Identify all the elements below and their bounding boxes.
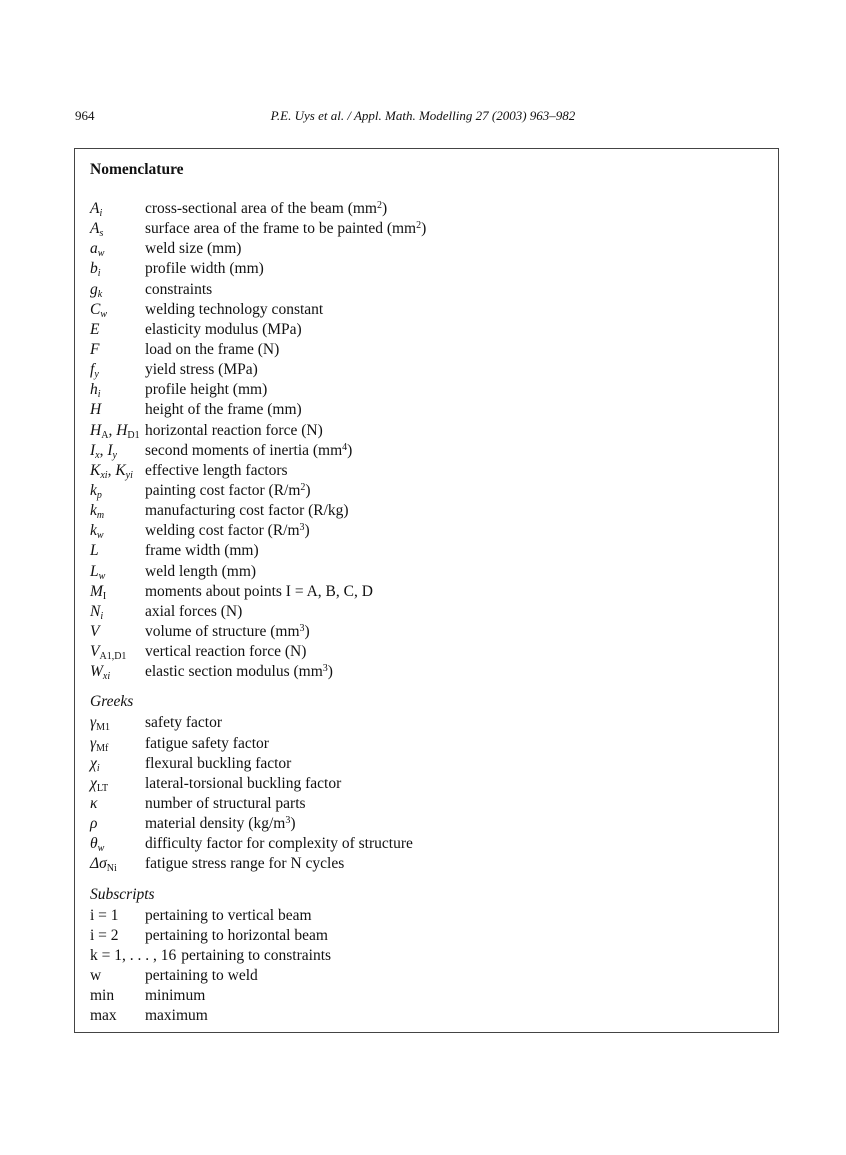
symbol-subscript: A <box>101 429 109 441</box>
symbol-base: Δσ <box>90 855 107 873</box>
nomenclature-row <box>90 481 770 501</box>
description <box>145 320 302 340</box>
running-head: P.E. Uys et al. / Appl. Math. Modelling 27 (2003) 963–982 <box>270 108 576 123</box>
symbol-subscript: s <box>99 228 104 240</box>
description <box>181 946 331 966</box>
symbol-base: i = 2 <box>90 926 119 944</box>
nomenclature-row <box>90 814 770 834</box>
description-superscript: 3 <box>285 815 291 827</box>
description <box>145 300 323 320</box>
symbol-base: A <box>90 220 100 238</box>
description-suffix: ) <box>347 441 353 459</box>
description <box>145 602 242 622</box>
description <box>145 582 373 602</box>
description <box>145 642 306 662</box>
symbol-subscript: k <box>97 288 103 300</box>
nomenclature-row <box>90 1006 770 1026</box>
symbol-subscript: i <box>97 268 101 280</box>
description-text: second moments of inertia (mm <box>145 441 343 459</box>
symbol-base: max <box>90 1007 117 1025</box>
description-text: minimum <box>145 987 206 1005</box>
description <box>145 239 241 259</box>
symbol-subscript-2: y <box>112 449 117 461</box>
symbol-subscript: m <box>96 510 105 522</box>
symbol-base: a <box>90 240 98 258</box>
description-suffix: ) <box>421 220 427 238</box>
symbol <box>90 662 110 682</box>
description <box>145 794 306 814</box>
symbol <box>90 794 97 814</box>
symbol <box>90 441 117 461</box>
symbol-separator: , <box>99 441 108 459</box>
subscripts-list <box>90 906 770 1027</box>
symbol <box>90 280 102 300</box>
nomenclature-row <box>90 360 770 380</box>
description <box>145 926 328 946</box>
nomenclature-row <box>90 854 770 874</box>
symbol-subscript: i <box>99 208 103 219</box>
nomenclature-row <box>90 622 770 642</box>
symbol-base: L <box>90 562 99 580</box>
symbol-subscript-2: yi <box>125 469 133 481</box>
nomenclature-row <box>90 562 770 582</box>
symbol <box>90 754 100 774</box>
symbol <box>90 854 117 874</box>
greeks-heading: Greeks <box>90 693 134 711</box>
description <box>145 340 279 360</box>
symbol-base: F <box>90 340 100 358</box>
nomenclature-list <box>90 199 770 1026</box>
symbol <box>90 734 108 754</box>
symbol-base: k <box>90 502 97 520</box>
description <box>145 360 258 380</box>
nomenclature-row <box>90 400 770 420</box>
symbol-separator: , <box>108 421 117 439</box>
symbol-base: K <box>90 461 101 479</box>
description <box>145 834 413 854</box>
symbol-base: ρ <box>90 815 98 833</box>
description <box>145 754 291 774</box>
symbol-subscript: xi <box>102 671 111 683</box>
nomenclature-row <box>90 642 770 662</box>
symbol-subscript: Mf <box>96 742 109 754</box>
description <box>145 854 344 874</box>
symbol <box>90 906 119 926</box>
description <box>145 734 269 754</box>
symbol-base: W <box>90 663 103 681</box>
description <box>145 219 426 239</box>
symbol-subscript: p <box>96 489 102 501</box>
symbol <box>90 521 104 541</box>
symbol-base: V <box>90 643 100 661</box>
symbol <box>90 360 99 380</box>
description-text: welding technology constant <box>145 300 324 318</box>
symbol <box>90 1006 117 1026</box>
symbol-base: C <box>90 300 101 318</box>
nomenclature-row <box>90 501 770 521</box>
symbol-subscript: x <box>95 449 100 461</box>
symbol-subscript: i <box>100 610 104 622</box>
description-text: profile height (mm) <box>145 381 268 399</box>
description-text: weld size (mm) <box>145 240 242 258</box>
description <box>145 622 310 642</box>
description-text: cross-sectional area of the beam (mm <box>145 200 377 217</box>
nomenclature-row <box>90 713 770 733</box>
symbol <box>90 501 104 521</box>
symbol-base: b <box>90 260 98 278</box>
nomenclature-row <box>90 521 770 541</box>
description-superscript: 2 <box>300 481 306 493</box>
symbol <box>90 602 103 622</box>
description-suffix: ) <box>304 622 310 640</box>
description <box>145 280 212 300</box>
symbol <box>90 400 101 420</box>
symbol <box>90 199 102 219</box>
symbol-subscript: w <box>98 570 106 582</box>
symbol-subscript: w <box>97 248 105 260</box>
description-suffix: ) <box>381 200 388 217</box>
description-text: constraints <box>145 280 213 298</box>
symbol-base: i = 1 <box>90 906 119 924</box>
symbol-base: min <box>90 987 115 1005</box>
symbol <box>90 380 101 400</box>
nomenclature-row <box>90 834 770 854</box>
symbol-base: θ <box>90 835 98 853</box>
symbol <box>90 300 107 320</box>
symbol-base: κ <box>90 794 98 812</box>
symbol-base: γ <box>90 734 97 752</box>
symbol-base: I <box>90 441 96 459</box>
symbol-subscript: xi <box>100 469 108 481</box>
symbol <box>90 713 110 733</box>
description <box>145 562 256 582</box>
nomenclature-row <box>90 300 770 320</box>
nomenclature-row <box>90 239 770 259</box>
description-text: axial forces (N) <box>145 602 243 620</box>
nomenclature-row <box>90 774 770 794</box>
description <box>145 259 264 279</box>
description-text: elastic section modulus (mm <box>145 663 323 681</box>
description-text: material density (kg/m <box>145 815 286 833</box>
symbol-separator: , <box>107 461 116 479</box>
symbol-base: L <box>90 542 99 560</box>
nomenclature-row <box>90 906 770 926</box>
description <box>145 814 296 834</box>
nomenclature-row <box>90 946 770 966</box>
description-text: flexural buckling factor <box>145 754 292 772</box>
symbol-base: w <box>90 966 102 984</box>
symbol-base-2: I <box>107 441 113 459</box>
description-text: fatigue safety factor <box>145 734 269 752</box>
symbol <box>90 421 140 441</box>
description-text: load on the frame (N) <box>145 340 280 358</box>
description-text: profile width (mm) <box>145 260 264 278</box>
symbol-base: k <box>90 522 97 540</box>
nomenclature-box <box>74 148 779 1033</box>
nomenclature-row <box>90 734 770 754</box>
symbol-base: M <box>90 582 103 600</box>
symbol <box>90 582 106 602</box>
symbol <box>90 219 103 239</box>
description <box>145 199 387 219</box>
nomenclature-row <box>90 219 770 239</box>
description-text: height of the frame (mm) <box>145 401 302 419</box>
greeks-list <box>90 713 770 874</box>
symbol-base: H <box>90 421 102 439</box>
nomenclature-row <box>90 199 770 219</box>
page-number: 964 <box>75 108 95 123</box>
description-superscript: 2 <box>416 220 422 232</box>
nomenclature-row <box>90 280 770 300</box>
description-text: surface area of the frame to be painted (mm <box>145 220 417 238</box>
symbol <box>90 946 176 966</box>
description <box>145 421 323 441</box>
nomenclature-row <box>90 259 770 279</box>
symbol <box>90 642 126 662</box>
symbol-base-2: K <box>115 461 126 479</box>
symbol-base: H <box>90 401 102 419</box>
nomenclature-row <box>90 966 770 986</box>
description-superscript: 4 <box>342 441 348 453</box>
description <box>145 461 288 481</box>
description <box>145 481 311 501</box>
symbol-subscript: y <box>94 369 99 381</box>
nomenclature-row <box>90 986 770 1006</box>
description <box>145 501 349 521</box>
description-text: vertical reaction force (N) <box>145 643 307 661</box>
description <box>145 541 259 561</box>
nomenclature-row <box>90 380 770 400</box>
symbol-subscript: I <box>102 590 107 602</box>
description <box>145 774 341 794</box>
symbol <box>90 926 119 946</box>
description <box>145 986 205 1006</box>
symbol <box>90 562 105 582</box>
description-text: yield stress (MPa) <box>145 361 258 379</box>
description-text: manufacturing cost factor (R/kg) <box>145 502 349 520</box>
nomenclature-row <box>90 541 770 561</box>
description-text: elasticity modulus (MPa) <box>145 320 302 338</box>
description <box>145 380 267 400</box>
description-suffix: ) <box>305 481 311 499</box>
description <box>145 662 333 682</box>
nomenclature-row <box>90 794 770 814</box>
symbol-base: A <box>90 200 100 217</box>
symbol-base: χ <box>90 754 97 772</box>
nomenclature-row <box>90 421 770 441</box>
nomenclature-row <box>90 340 770 360</box>
symbol-base: k <box>90 481 97 499</box>
description-superscript: 3 <box>299 522 305 534</box>
description <box>145 906 312 926</box>
symbol-base: h <box>90 381 98 399</box>
symbol-base: g <box>90 280 98 298</box>
description <box>145 966 258 986</box>
symbol-subscript: i <box>96 762 100 774</box>
symbol <box>90 481 102 501</box>
symbol <box>90 966 101 986</box>
description-text: difficulty factor for complexity of structure <box>145 835 413 853</box>
symbol-subscript: A1,D1 <box>99 651 127 663</box>
symbol-subscript: w <box>100 308 108 320</box>
symbol-base-2: H <box>116 421 128 439</box>
symbol <box>90 622 99 642</box>
description <box>145 713 222 733</box>
description-superscript: 2 <box>376 200 382 211</box>
symbol-subscript: Ni <box>106 863 117 875</box>
symbol-subscript: i <box>97 389 101 401</box>
description <box>145 441 352 461</box>
description-suffix: ) <box>304 522 310 540</box>
description-text: maximum <box>145 1007 208 1025</box>
nomenclature-row <box>90 926 770 946</box>
symbol <box>90 986 114 1006</box>
symbols-list <box>90 199 770 682</box>
symbol <box>90 259 101 279</box>
symbol-subscript: LT <box>96 782 109 794</box>
symbol-base: N <box>90 602 101 620</box>
description <box>145 1006 208 1026</box>
nomenclature-row <box>90 461 770 481</box>
symbol-subscript: w <box>97 843 105 855</box>
symbol-base: E <box>90 320 100 338</box>
symbol <box>90 814 97 834</box>
description-text: pertaining to horizontal beam <box>145 926 328 944</box>
description-text: moments about points I = A, B, C, D <box>145 582 373 600</box>
symbol-base: γ <box>90 714 97 732</box>
symbol <box>90 239 104 259</box>
symbol-subscript: w <box>96 530 104 542</box>
nomenclature-row <box>90 662 770 682</box>
symbol <box>90 541 99 561</box>
description-superscript: 3 <box>299 622 305 634</box>
description-text: welding cost factor (R/m <box>145 522 300 540</box>
symbol <box>90 774 108 794</box>
nomenclature-row <box>90 320 770 340</box>
description-text: weld length (mm) <box>145 562 257 580</box>
symbol-subscript-2: D1 <box>127 429 140 441</box>
description-text: frame width (mm) <box>145 542 259 560</box>
description-text: safety factor <box>145 714 223 732</box>
nomenclature-row <box>90 754 770 774</box>
symbol-base: f <box>90 361 95 379</box>
symbol-base: k = 1, . . . , 16 <box>90 946 177 964</box>
description <box>145 521 310 541</box>
subscripts-heading: Subscripts <box>90 885 155 903</box>
symbol-base: χ <box>90 774 97 792</box>
description-text: pertaining to weld <box>145 966 258 984</box>
symbol-base: V <box>90 622 100 640</box>
symbol <box>90 320 99 340</box>
description-text: fatigue stress range for N cycles <box>145 855 345 873</box>
description-text: pertaining to constraints <box>181 946 332 964</box>
description-superscript: 3 <box>322 663 328 675</box>
nomenclature-title: Nomenclature <box>90 161 184 178</box>
symbol <box>90 340 99 360</box>
description-suffix: ) <box>290 815 296 833</box>
description-text: horizontal reaction force (N) <box>145 421 323 439</box>
description <box>145 400 302 420</box>
symbol <box>90 834 104 854</box>
symbol-subscript: M1 <box>96 722 111 734</box>
description-text: number of structural parts <box>145 794 306 812</box>
nomenclature-row <box>90 441 770 461</box>
symbol <box>90 461 133 481</box>
description-text: painting cost factor (R/m <box>145 481 301 499</box>
nomenclature-row <box>90 602 770 622</box>
description-suffix: ) <box>327 663 333 681</box>
nomenclature-row <box>90 582 770 602</box>
description-text: pertaining to vertical beam <box>145 906 312 924</box>
description-text: lateral-torsional buckling factor <box>145 774 342 792</box>
description-text: effective length factors <box>145 461 288 479</box>
description-text: volume of structure (mm <box>145 622 300 640</box>
